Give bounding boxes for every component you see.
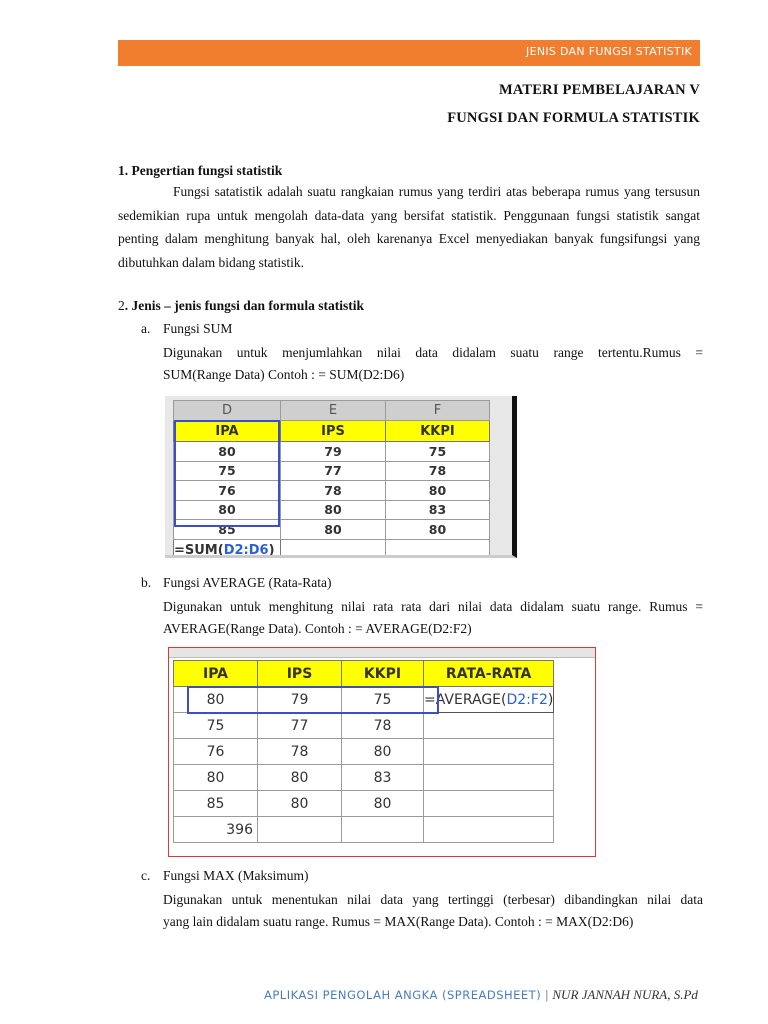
item-a-line2: SUM(Range Data) Contoh : = SUM(D2:D6) [163, 367, 405, 382]
cell: 76 [174, 481, 281, 501]
cell: 80 [386, 520, 490, 540]
cell: 85 [174, 520, 281, 540]
cell: 80 [174, 687, 258, 713]
table-row [174, 791, 554, 817]
sum-cell: 396 [174, 817, 258, 843]
item-c-marker: c. [141, 868, 151, 883]
cell [281, 539, 386, 558]
table-row [174, 739, 554, 765]
col-letter: D [174, 401, 281, 421]
table-row [174, 765, 554, 791]
cell: 80 [258, 791, 342, 817]
page-title: MATERI PEMBELAJARAN V [498, 82, 700, 98]
cell [424, 739, 554, 765]
cell: 80 [174, 442, 281, 462]
cell: 83 [342, 765, 424, 791]
cell: 80 [342, 791, 424, 817]
item-b-line1: Digunakan untuk menghitung nilai rata rata dari nilai data didalam suatu range. Rumus = [163, 599, 703, 614]
cell: 77 [281, 461, 386, 481]
excel-table-sum [173, 400, 490, 558]
table-row [174, 713, 554, 739]
col-letter: F [386, 401, 490, 421]
cell: 79 [258, 687, 342, 713]
table-row [174, 520, 490, 540]
header-cell: IPS [281, 421, 386, 442]
table-row [174, 461, 490, 481]
header-bar [118, 40, 700, 66]
formula-cell: =SUM(D2:D6) [174, 539, 281, 558]
cell: 78 [281, 481, 386, 501]
cell: 76 [174, 739, 258, 765]
cell [424, 791, 554, 817]
header-cell: IPS [258, 661, 342, 687]
excel-screenshot-sum [165, 396, 517, 558]
cell [386, 539, 490, 558]
cell: 80 [258, 765, 342, 791]
footer-author: NUR JANNAH NURA, S.Pd [552, 987, 698, 1002]
item-c-line1: Digunakan untuk menentukan nilai data yang tertinggi (terbesar) dibandingkan nilai data [163, 892, 703, 907]
cell: 75 [386, 442, 490, 462]
cell [342, 817, 424, 843]
table-row [174, 500, 490, 520]
cell: 75 [342, 687, 424, 713]
item-c-title: Fungsi MAX (Maksimum) [163, 868, 309, 883]
cell: 80 [174, 765, 258, 791]
table-row [174, 687, 554, 713]
column-strip [169, 648, 595, 658]
col-letter: E [281, 401, 386, 421]
header-text: JENIS DAN FUNGSI STATISTIK [526, 45, 692, 58]
cell: 80 [386, 481, 490, 501]
item-a-marker: a. [141, 321, 151, 336]
cell: 83 [386, 500, 490, 520]
footer-course: APLIKASI PENGOLAH ANGKA (SPREADSHEET) [264, 988, 542, 1002]
table-row [174, 481, 490, 501]
cell: 78 [386, 461, 490, 481]
cell: 80 [342, 739, 424, 765]
page-subtitle: FUNGSI DAN FORMULA STATISTIK [447, 110, 700, 126]
cell: 75 [174, 461, 281, 481]
cell: 80 [281, 500, 386, 520]
cell: 85 [174, 791, 258, 817]
header-cell: RATA-RATA [424, 661, 554, 687]
section1-heading: 1. Pengertian fungsi statistik [118, 163, 283, 178]
section2-heading: 2. Jenis – jenis fungsi dan formula statistik [118, 298, 365, 313]
cell [424, 817, 554, 843]
item-b-title: Fungsi AVERAGE (Rata-Rata) [163, 575, 332, 590]
cell [424, 713, 554, 739]
cell: 78 [258, 739, 342, 765]
header-cell: IPA [174, 421, 281, 442]
cell: 78 [342, 713, 424, 739]
item-c-line2: yang lain didalam suatu range. Rumus = MAX(Range Data). Contoh : = MAX(D2:D6) [163, 914, 634, 929]
table-row [174, 817, 554, 843]
excel-screenshot-average [168, 647, 596, 857]
cell: 80 [281, 520, 386, 540]
cell [258, 817, 342, 843]
header-cell: IPA [174, 661, 258, 687]
excel-table-average [173, 660, 554, 843]
page-footer [264, 987, 698, 1003]
item-b-line2: AVERAGE(Range Data). Contoh : = AVERAGE(D2:F2) [163, 621, 472, 636]
footer-separator: | [541, 988, 553, 1002]
cell: 75 [174, 713, 258, 739]
cell: 79 [281, 442, 386, 462]
item-a-line1: Digunakan untuk menjumlahkan nilai data didalam suatu range tertentu.Rumus = [163, 345, 703, 360]
cell: 80 [174, 500, 281, 520]
section1-paragraph: Fungsi satatistik adalah suatu rangkaian rumus yang terdiri atas beberapa rumus yang tersusun sedemikian rupa untuk mengolah data-data yang bersifat statistik. Penggunaan fungsi statistik sangat penting dalam menghitung banyak hal, oleh karenanya Excel menyediakan banyak fungsifungsi yang dibutuhkan dalam bidang statistik. [118, 184, 700, 270]
cell: 77 [258, 713, 342, 739]
item-a-title: Fungsi SUM [163, 321, 233, 336]
header-cell: KKPI [386, 421, 490, 442]
table-row [174, 442, 490, 462]
header-cell: KKPI [342, 661, 424, 687]
formula-cell: =AVERAGE(D2:F2) [424, 687, 554, 713]
cell [424, 765, 554, 791]
item-b-marker: b. [141, 575, 152, 590]
